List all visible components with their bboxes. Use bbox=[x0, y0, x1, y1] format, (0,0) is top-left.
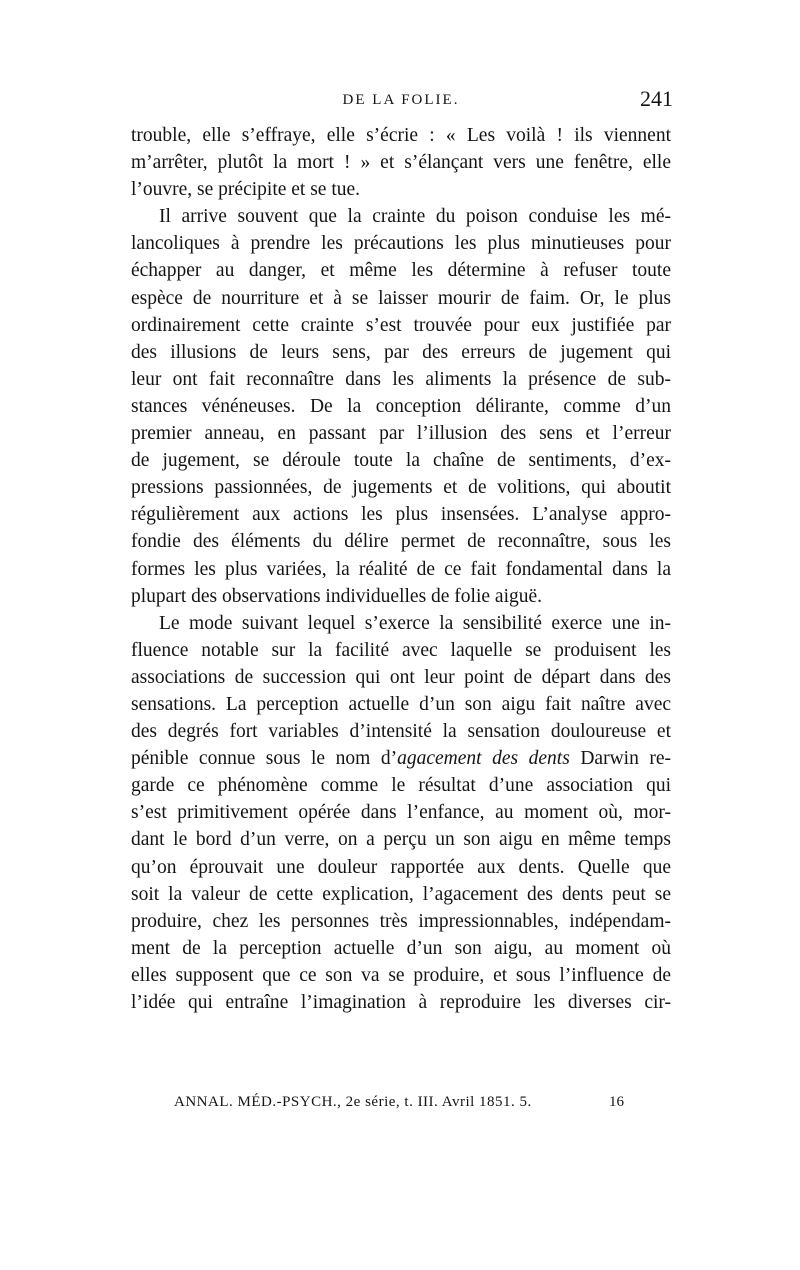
text-segment: Darwin re- bbox=[569, 748, 671, 770]
running-title: DE LA FOLIE. bbox=[342, 92, 460, 108]
text-line: premier anneau, en passant par l’illusion des sens et l’erreur bbox=[131, 423, 671, 445]
page-footer bbox=[174, 1094, 624, 1116]
text-line: associations de succession qui ont leur point de départ dans des bbox=[131, 666, 671, 688]
text-line: elles supposent que ce son va se produire, et sous l’influence de bbox=[131, 964, 671, 986]
text-segment: pénible connue sous le nom d’ bbox=[131, 748, 398, 770]
text-line: m’arrêter, plutôt la mort ! » et s’élançant vers une fenêtre, elle bbox=[131, 152, 671, 174]
text-line: des degrés fort variables d’intensité la sensation douloureuse et bbox=[131, 721, 671, 743]
text-line: fluence notable sur la facilité avec laquelle se produisent les bbox=[131, 639, 671, 661]
text-line: plupart des observations individuelles de folie aiguë. bbox=[131, 585, 543, 607]
text-line: ment de la perception actuelle d’un son aigu, au moment où bbox=[131, 937, 671, 959]
text-line: échapper au danger, et même les détermine à refuser toute bbox=[131, 260, 671, 282]
text-line: leur ont fait reconnaître dans les aliments la présence de sub- bbox=[131, 368, 671, 390]
text-line: Le mode suivant lequel s’exerce la sensibilité exerce une in- bbox=[159, 612, 671, 634]
text-line: dant le bord d’un verre, on a perçu un son aigu en même temps bbox=[131, 829, 671, 851]
text-line: trouble, elle s’effraye, elle s’écrie : « Les voilà ! ils viennent bbox=[131, 125, 671, 146]
text-line: de jugement, se déroule toute la chaîne de sentiments, d’ex- bbox=[131, 450, 671, 472]
text-line: qu’on éprouvait une douleur rapportée aux dents. Quelle que bbox=[131, 856, 671, 878]
text-line: stances vénéneuses. De la conception délirante, comme d’un bbox=[131, 395, 671, 417]
text-line: régulièrement aux actions les plus insensées. L’analyse appro- bbox=[131, 504, 671, 526]
page-header bbox=[129, 86, 673, 118]
text-line: ordinairement cette crainte s’est trouvée pour eux justifiée par bbox=[131, 314, 671, 336]
body-text bbox=[131, 122, 671, 1016]
text-line: l’ouvre, se précipite et se tue. bbox=[131, 179, 361, 201]
text-line: espèce de nourriture et à se laisser mourir de faim. Or, le plus bbox=[131, 287, 671, 309]
text-line: formes les plus variées, la réalité de ce fait fondamental dans la bbox=[131, 558, 671, 580]
text-line: soit la valeur de cette explication, l’agacement des dents peut se bbox=[131, 883, 671, 905]
text-line: Il arrive souvent que la crainte du poison conduise les mé- bbox=[159, 206, 671, 228]
text-line: sensations. La perception actuelle d’un son aigu fait naître avec bbox=[131, 693, 671, 715]
text-line-with-italic bbox=[131, 745, 671, 772]
text-line: des illusions de leurs sens, par des erreurs de jugement qui bbox=[131, 341, 671, 363]
text-line: s’est primitivement opérée dans l’enfance, au moment où, mor- bbox=[131, 802, 671, 824]
page-number: 241 bbox=[640, 86, 673, 111]
italic-term: agacement des dents bbox=[397, 748, 570, 770]
signature-mark: 16 bbox=[609, 1094, 624, 1110]
footer-citation: ANNAL. MÉD.-PSYCH., 2e série, t. III. Avril 1851. 5. bbox=[174, 1094, 532, 1110]
text-line: pressions passionnées, de jugements et de volitions, qui aboutit bbox=[131, 477, 671, 499]
text-line: produire, chez les personnes très impressionnables, indépendam- bbox=[131, 910, 671, 932]
text-line: fondie des éléments du délire permet de reconnaître, sous les bbox=[131, 531, 671, 553]
text-line: l’idée qui entraîne l’imagination à reproduire les diverses cir- bbox=[131, 992, 671, 1013]
text-line: lancoliques à prendre les précautions les plus minutieuses pour bbox=[131, 233, 671, 255]
text-line: garde ce phénomène comme le résultat d’une association qui bbox=[131, 775, 671, 797]
